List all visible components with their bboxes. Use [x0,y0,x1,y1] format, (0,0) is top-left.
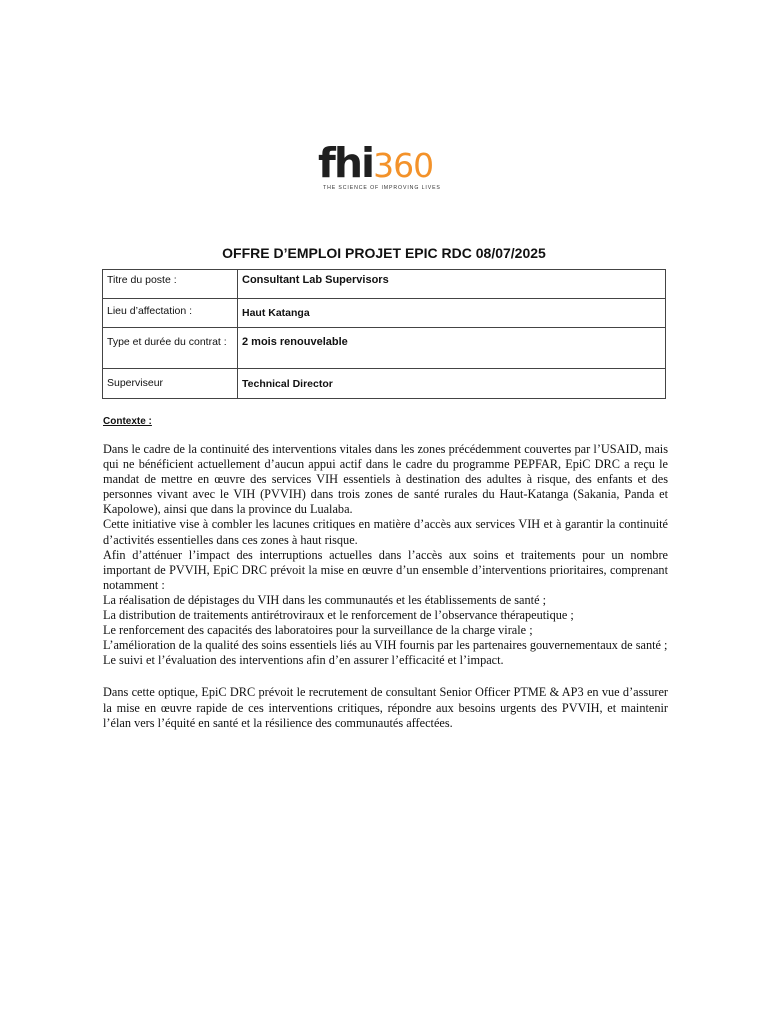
field-value: Haut Katanga [238,299,666,328]
document-title: OFFRE D’EMPLOI PROJET EPIC RDC 08/07/2025 [222,245,546,261]
paragraph: Cette initiative vise à combler les lacunes critiques en matière d’accès aux services VIH et à garantir la continuité d’activités essentielles dans ces zones à haut risque. [103,517,668,547]
field-label: Titre du poste : [103,270,238,299]
logo-360-text: 360 [373,146,434,185]
field-label: Lieu d’affectation : [103,299,238,328]
paragraph: Dans le cadre de la continuité des interventions vitales dans les zones précédemment couvertes par l’USAID, mais qui ne bénéficient actuellement d’aucun appui actif dans le cadre du programme PEPFAR, EpiC DRC a reçu le mandat de mettre en œuvre des services VIH essentiels à destination des adultes à risque, des enfants et des personnes vivant avec le VIH (PVVIH) dans trois zones de santé rurales du Haut-Katanga (Sakania, Panda et Kapolowe), ainsi que dans la province du Lualaba. [103,442,668,517]
fhi360-logo [318,139,448,191]
list-item: Le renforcement des capacités des laboratoires pour la surveillance de la charge virale ; [103,623,533,638]
section-heading: Contexte : [103,416,152,427]
closing-paragraph: Dans cette optique, EpiC DRC prévoit le recrutement de consultant Senior Officer PTME & AP3 en vue d’assurer la mise en œuvre rapide de ces interventions critiques, répondre aux besoins urgents des PVVIH, et maintenir l’élan vers l’équité en santé et la résilience des communautés affectées. [103,685,668,730]
field-value: 2 mois renouvelable [238,328,666,369]
logo-fhi-text: fhi [318,139,374,187]
field-label: Type et durée du contrat : [103,328,238,369]
table-row [103,299,666,328]
list-item: L’amélioration de la qualité des soins essentiels liés au VIH fournis par les partenaires gouvernementaux de santé ; [103,638,668,653]
list-item: La distribution de traitements antirétroviraux et le renforcement de l’observance thérapeutique ; [103,608,574,623]
logo-tagline: THE SCIENCE OF IMPROVING LIVES [323,185,441,191]
field-label: Superviseur [103,369,238,399]
logo-wordmark [318,139,448,187]
list-item: Le suivi et l’évaluation des interventions afin d’en assurer l’efficacité et l’impact. [103,653,504,668]
paragraph: Afin d’atténuer l’impact des interruptions actuelles dans l’accès aux soins et traitements pour un nombre important de PVVIH, EpiC DRC prévoit la mise en œuvre d’un ensemble d’interventions prioritaires, comprenant notamment : [103,547,668,592]
field-value: Consultant Lab Supervisors [238,270,666,299]
list-item: La réalisation de dépistages du VIH dans les communautés et les établissements de santé ; [103,592,547,607]
context-text [103,442,668,731]
table-row [103,328,666,369]
table-row [103,369,666,399]
table-row [103,270,666,299]
job-info-table [102,269,666,399]
field-value: Technical Director [238,369,666,399]
